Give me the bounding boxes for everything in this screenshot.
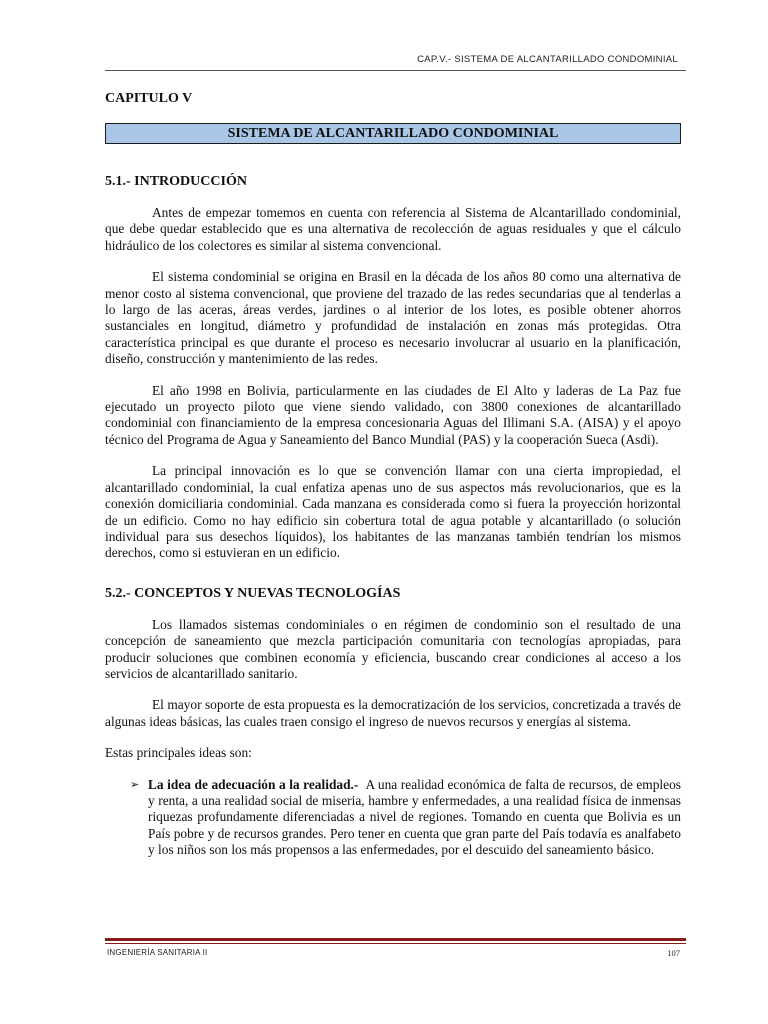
section-spacer bbox=[105, 577, 681, 585]
list-item bbox=[105, 777, 681, 859]
list-intro: Estas principales ideas son: bbox=[105, 745, 252, 761]
bullet-body-text: A una realidad económica de falta de recursos, de empleos y renta, a una realidad social de miseria, hambre y enfermedades, a una realidad física de inmensas riquezas profundamente diferenciadas a nivel de regiones. Tomando en cuenta que Bolivia es un País pobre y de recursos grandes. Pero tener en cuenta que gran parte del País todavía es analfabeto y los niños son los más propensos a las enfermedades, por el descuido del saneamiento básico. bbox=[148, 776, 681, 858]
section-heading-introduccion: 5.1.- INTRODUCCIÓN bbox=[105, 174, 247, 189]
paragraph: Antes de empezar tomemos en cuenta con referencia al Sistema de Alcantarillado condominial, que debe quedar establecido que es una alternativa de recolección de aguas residuales y que el cálculo hidráulico de los colectores es similar al sistema convencional. bbox=[105, 205, 681, 253]
footer-rule bbox=[105, 938, 686, 941]
chapter-title-box: SISTEMA DE ALCANTARILLADO CONDOMINIAL bbox=[105, 123, 681, 144]
header-rule bbox=[105, 70, 686, 71]
page-number: 107 bbox=[667, 948, 680, 958]
page-content bbox=[105, 90, 681, 859]
bullet-lead-text: La idea de adecuación a la realidad.- bbox=[148, 776, 359, 792]
footer-rule-thin bbox=[105, 943, 686, 944]
chapter-label: CAPITULO V bbox=[105, 91, 193, 106]
section-heading-conceptos: 5.2.- CONCEPTOS Y NUEVAS TECNOLOGÍAS bbox=[105, 585, 401, 601]
paragraph: Los llamados sistemas condominiales o en régimen de condominio son el resultado de una concepción de saneamiento que mezcla participación comunitaria con tecnologías apropiadas, para producir soluciones que combinen economía y eficiencia, buscando crear condiciones al acceso a los servicios de alcantarillado sanitario. bbox=[105, 616, 681, 681]
running-header: CAP.V.- SISTEMA DE ALCANTARILLADO CONDOMINIAL bbox=[417, 54, 678, 65]
paragraph: La principal innovación es lo que se convención llamar con una cierta impropiedad, el alcantarillado condominial, la cual enfatiza apenas uno de sus aspectos más revolucionarios, que es la conexión domiciliaria condominial. Cada manzana es considerada como si fuera la proyección horizontal de un edificio. Como no hay edificio sin cobertura total de agua potable y alcantarillado (o solución individual para sus desechos líquidos), los habitantes de las manzanas también tendrían los mismos derechos, como si estuvieran en un edificio. bbox=[105, 463, 681, 561]
paragraph: El mayor soporte de esta propuesta es la democratización de los servicios, concretizada a través de algunas ideas básicas, las cuales traen consigo el ingreso de nuevos recursos y energías al sistema. bbox=[105, 697, 681, 729]
paragraph: El año 1998 en Bolivia, particularmente en las ciudades de El Alto y laderas de La Paz fue ejecutado un proyecto piloto que viene siendo validado, con 3800 conexiones de alcantarillado condominial con financiamiento de la empresa concesionaria Aguas del Illimani S.A. (AISA) y el apoyo técnico del Programa de Agua y Saneamiento del Banco Mundial (PAS) y la cooperación Sueca (Asdi). bbox=[105, 382, 681, 447]
paragraph: El sistema condominial se origina en Brasil en la década de los años 80 como una alternativa de menor costo al sistema convencional, que proviene del trazado de las redes secundarias que al tenderlas a lo largo de las aceras, áreas verdes, jardines o al interior de los lotes, es posible obtener ahorros sustanciales en longitud, diámetro y profundidad de instalación en zonas más protegidas. Otra característica principal es que durante el proceso es necesario involucrar al usuario en la planificación, diseño, construcción y mantenimiento de las redes. bbox=[105, 269, 681, 367]
arrow-bullet-icon: ➢ bbox=[130, 777, 140, 791]
footer-course-name: INGENIERÍA SANITARIA II bbox=[107, 948, 208, 957]
ideas-list bbox=[105, 777, 681, 859]
